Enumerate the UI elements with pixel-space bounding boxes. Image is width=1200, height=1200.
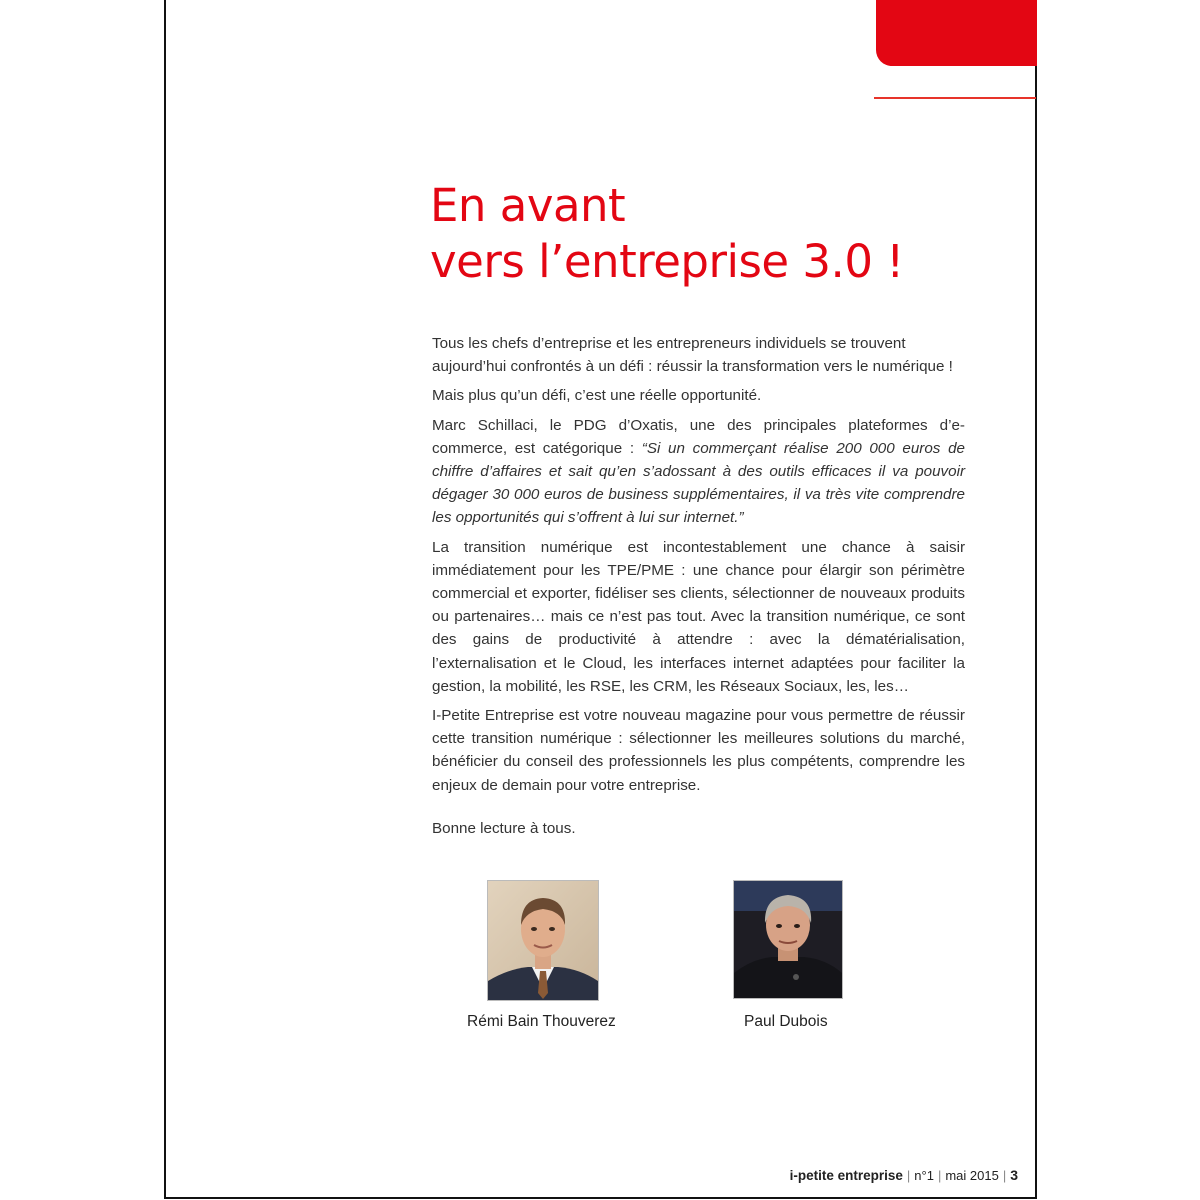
author-name-remi: Rémi Bain Thouverez	[467, 1013, 616, 1030]
author-photo-remi	[487, 880, 599, 1001]
footer-issue: n°1	[914, 1168, 934, 1183]
editorial-body	[432, 332, 965, 846]
paragraph-intro: Tous les chefs d’entreprise et les entrepreneurs individuels se trouvent aujourd’hui confrontés à un défi : réussir la transformation vers le numérique !	[432, 335, 953, 376]
paragraph-magazine: I-Petite Entreprise est votre nouveau magazine pour vous permettre de réussir cette transition numérique : sélectionner les meilleures solutions du marché, bénéficier du conseil des professionnels les plus compétents, comprendre les enjeux de demain pour votre entreprise.	[432, 707, 965, 794]
closing-line: Bonne lecture à tous.	[432, 819, 576, 837]
page-footer	[790, 1167, 1018, 1183]
footer-magazine-name: i-petite entreprise	[789, 1168, 903, 1183]
footer-separator: |	[906, 1168, 911, 1183]
red-corner-tab	[876, 0, 1037, 66]
footer-separator: |	[937, 1168, 942, 1183]
title-line-2: vers l’entreprise 3.0 !	[430, 235, 904, 288]
paragraph-quote	[432, 414, 965, 530]
quote-text: “Si un commerçant réalise 200 000 euros de chiffre d’affaires et sait qu’en s’adossant à des outils efficaces il va pouvoir dégager 30 000 euros de business supplémentaires, il va très vite comprendre les opportunités qui s’offrent à lui sur internet.”	[432, 439, 965, 527]
footer-separator: |	[1002, 1168, 1007, 1183]
page-number: 3	[1010, 1167, 1018, 1183]
page-title	[430, 178, 990, 290]
quote-intro: Marc Schillaci, le PDG d’Oxatis, une des principales plateformes d’e-commerce, est catégorique :	[432, 416, 965, 457]
paragraph-transition: La transition numérique est incontestablement une chance à saisir immédiatement pour les TPE/PME : une chance pour élargir son périmètre commercial et exporter, fidéliser ses clients, sélectionner de nouveaux produits ou partenaires… mais ce n’est pas tout. Avec la transition numérique, ce sont des gains de productivité à attendre : avec la dématérialisation, l’externalisation et le Cloud, les interfaces internet adaptées pour faciliter la gestion, la mobilité, les RSE, les CRM, les Réseaux Sociaux, les, les…	[432, 538, 965, 695]
author-name-paul: Paul Dubois	[744, 1013, 828, 1030]
title-line-1: En avant	[430, 179, 626, 232]
footer-date: mai 2015	[945, 1168, 999, 1183]
author-photo-paul	[733, 880, 843, 999]
paragraph-opportunity: Mais plus qu’un défi, c’est une réelle opportunité.	[432, 387, 762, 405]
red-divider-line	[874, 97, 1036, 99]
